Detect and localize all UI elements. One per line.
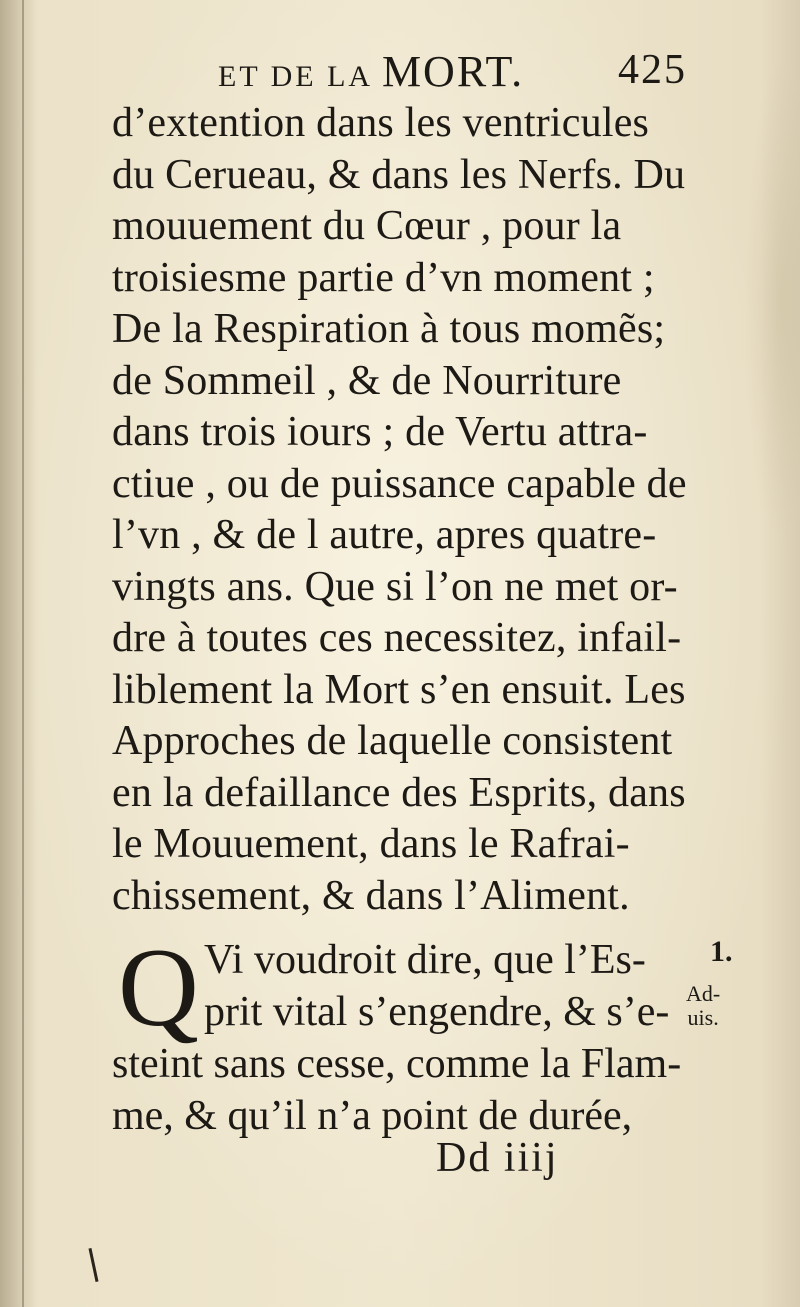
text-line: ctiue , ou de puissance capable de bbox=[112, 460, 687, 507]
text-line: d’extention dans les ventricules bbox=[112, 100, 650, 146]
drop-cap: Q bbox=[118, 926, 199, 1050]
text-line: de Sommeil , & de Nourriture bbox=[112, 357, 622, 404]
running-title-small-caps: ET DE LA bbox=[218, 60, 382, 93]
section-line: me, & qu’il n’a point de durée, bbox=[112, 1093, 633, 1139]
running-title bbox=[218, 46, 524, 97]
text-line: liblement la Mort s’en ensuit. Les bbox=[112, 666, 686, 713]
text-line: dans trois iours ; de Vertu attra- bbox=[112, 409, 648, 455]
paper-stain bbox=[744, 60, 800, 540]
text-line: le Mouuement, dans le Rafrai- bbox=[112, 821, 630, 867]
page-gutter bbox=[0, 0, 36, 1307]
text-line: De la Respiration à tous momẽs; bbox=[112, 306, 666, 352]
text-line: mouuement du Cœur , pour la bbox=[112, 203, 622, 249]
text-line: l’vn , & de l autre, apres quatre- bbox=[112, 512, 657, 558]
body-paragraph bbox=[112, 98, 702, 922]
ink-mark bbox=[88, 1248, 98, 1282]
new-section bbox=[112, 926, 692, 1142]
margin-note-line: uis. bbox=[687, 1005, 719, 1030]
margin-note-number: 1. bbox=[710, 935, 733, 968]
text-line: en la defaillance des Esprits, dans bbox=[112, 769, 686, 816]
text-line: vingts ans. Que si l’on ne met or- bbox=[112, 563, 678, 610]
margin-note-line: Ad- bbox=[686, 981, 721, 1006]
text-line: chissement, & dans l’Aliment. bbox=[112, 872, 630, 919]
section-line: steint sans cesse, comme la Flam- bbox=[112, 1041, 682, 1087]
text-line: troisiesme partie d’vn moment ; bbox=[112, 254, 655, 301]
text-line: dre à toutes ces necessitez, infail- bbox=[112, 615, 682, 661]
page-number: 425 bbox=[618, 47, 687, 93]
running-head bbox=[200, 46, 700, 98]
binding-edge bbox=[22, 0, 24, 1307]
text-line: Approches de laquelle consistent bbox=[112, 718, 673, 764]
text-line: du Cerueau, & dans les Nerfs. Du bbox=[112, 151, 686, 198]
section-line: prit vital s’engendre, & s’e- bbox=[204, 989, 670, 1035]
margin-note-word bbox=[686, 982, 720, 1030]
running-title-caps: MORT. bbox=[381, 47, 525, 96]
signature-catchword: Dd iiij bbox=[436, 1135, 559, 1181]
section-line: Vi voudroit dire, que l’Es- bbox=[204, 937, 646, 983]
